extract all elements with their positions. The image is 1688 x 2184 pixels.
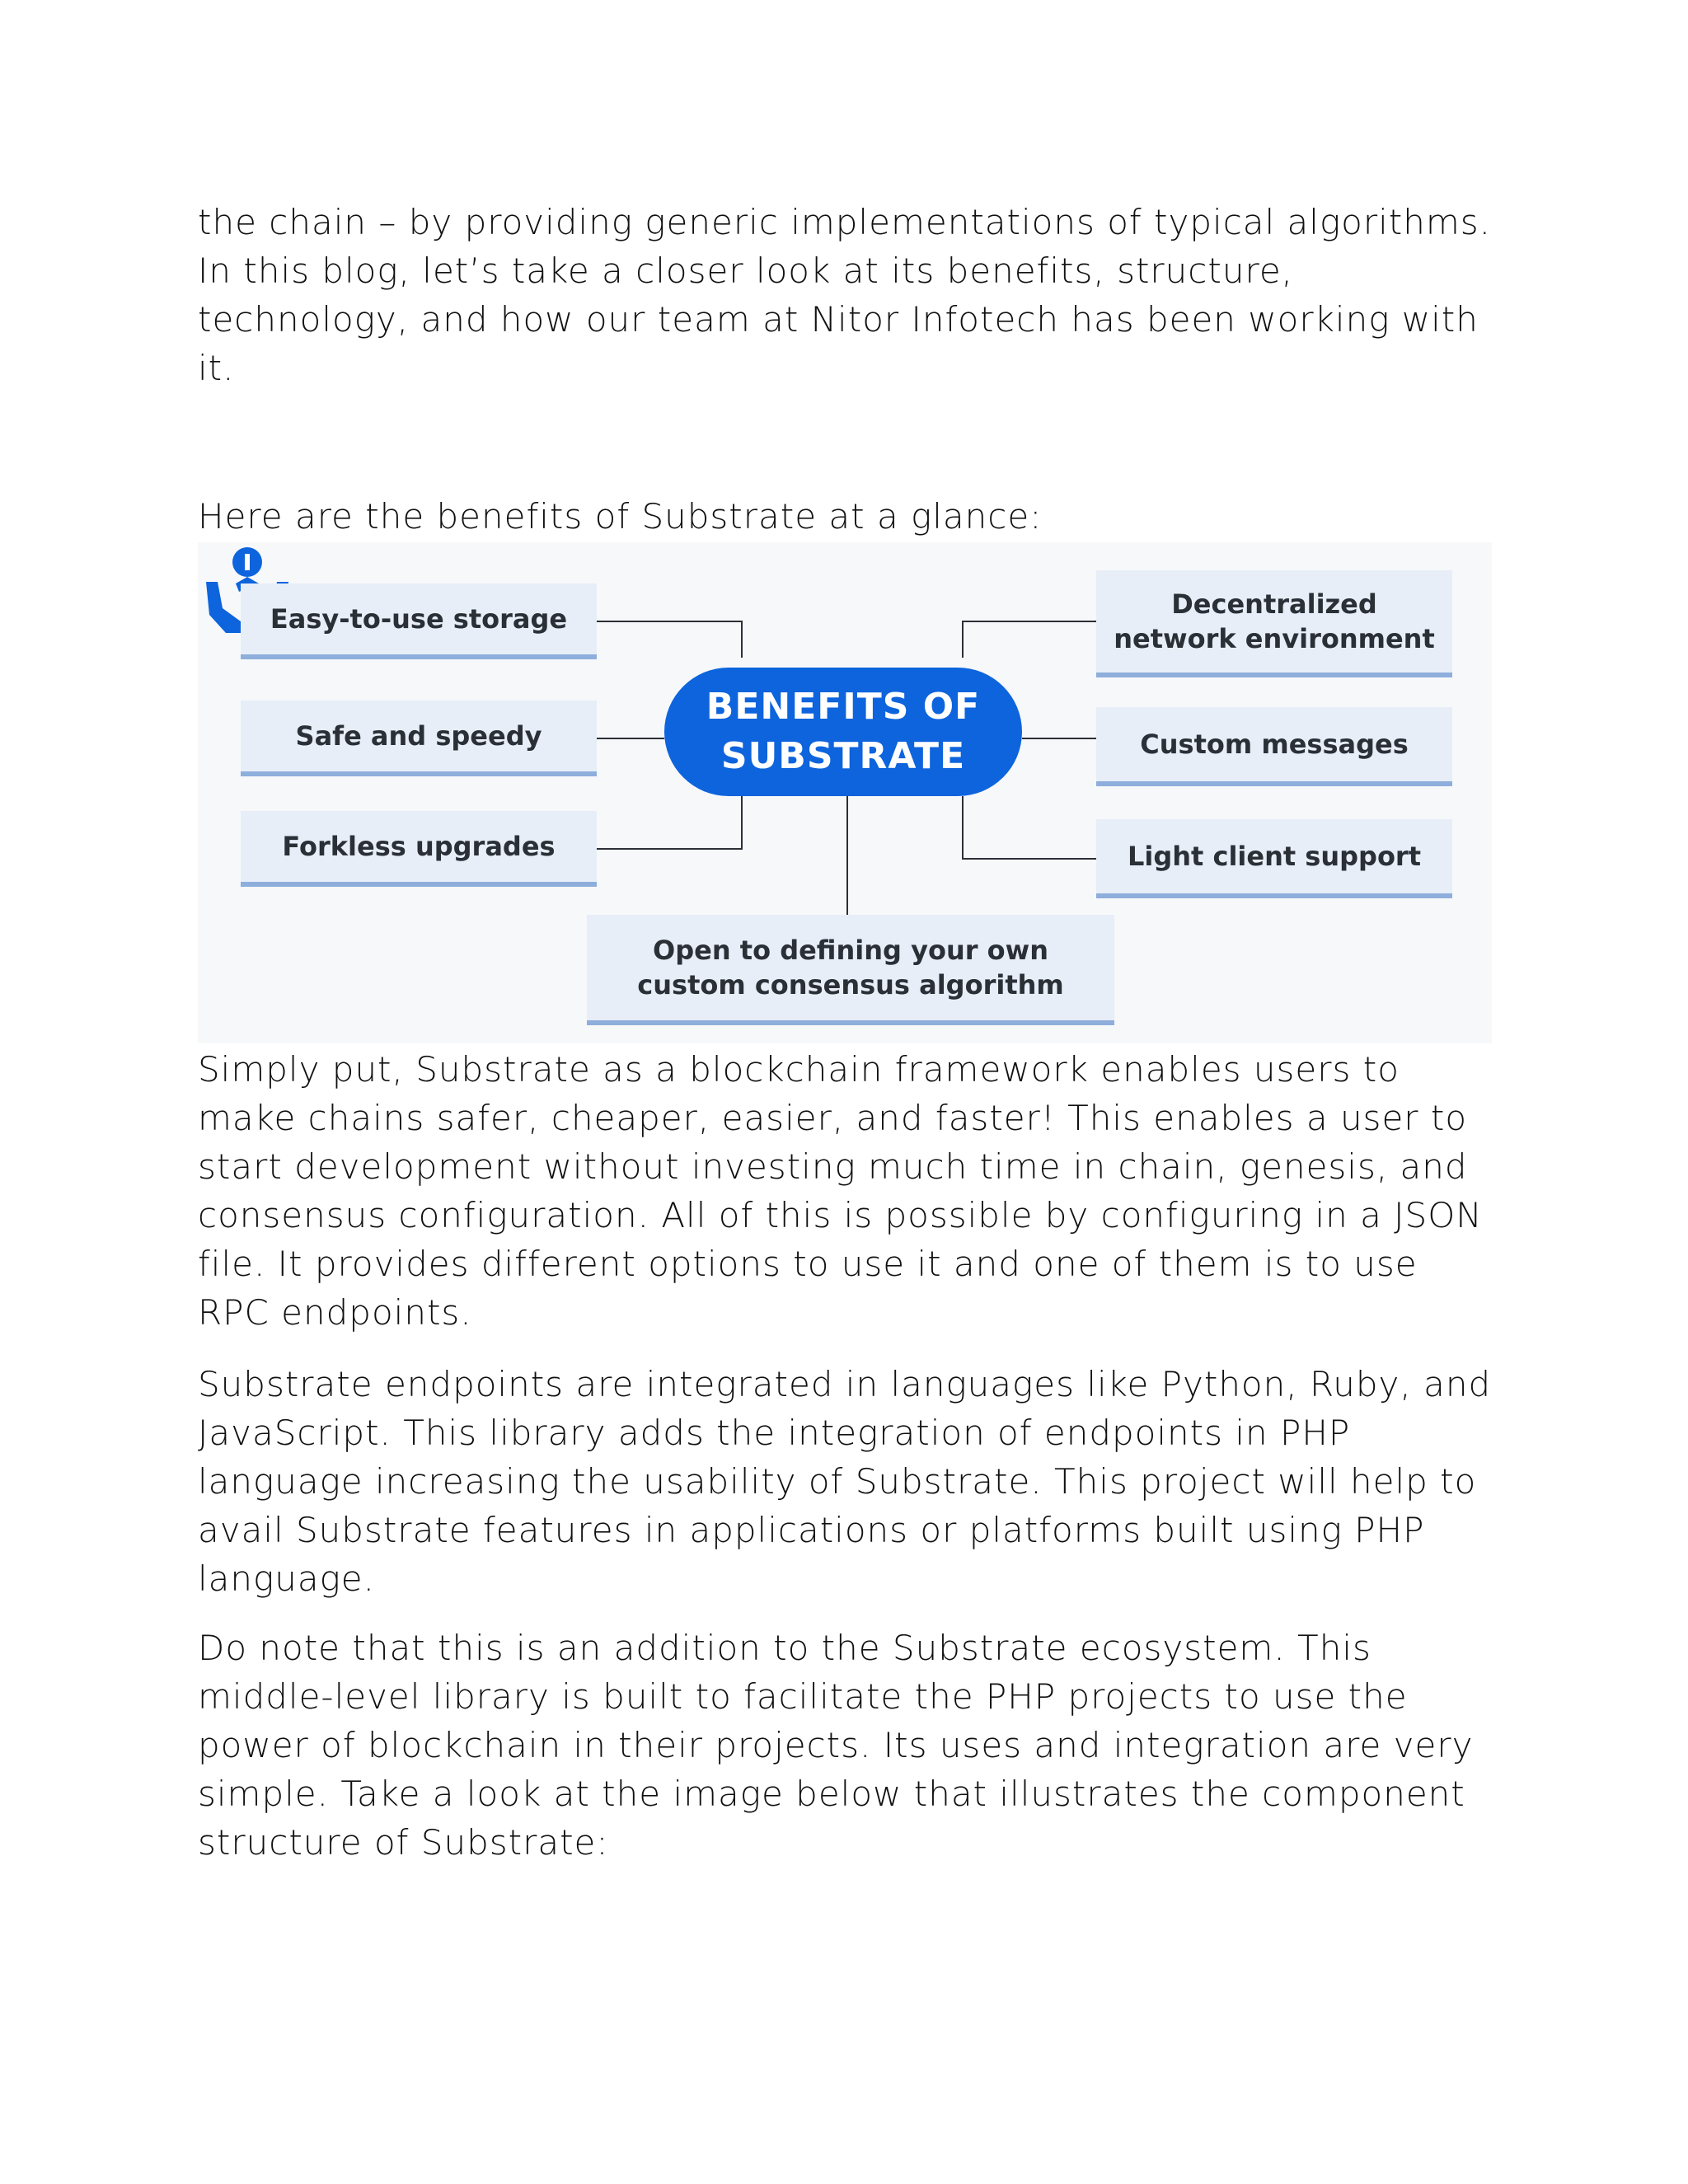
body-paragraph-1: Simply put, Substrate as a blockchain framework enables users to make chains safer, cheaper, easier, and faster! This enables a user to start development without investing much time in chain, genesis, and consensus configuration. All of this is possible by configuring in a JSON file. It provides different options to use it and one of them is to use RPC endpoints. (198, 1049, 1483, 1333)
benefit-easy-storage: Easy-to-use storage (241, 583, 597, 659)
benefits-center-pill (664, 668, 1022, 796)
connector-left3 (597, 796, 742, 849)
benefit-custom-messages: Custom messages (1096, 707, 1452, 786)
benefit-forkless-upgrades: Forkless upgrades (241, 811, 597, 887)
benefit-safe-speedy: Safe and speedy (241, 701, 597, 776)
center-title-line1: BENEFITS OF (706, 686, 981, 728)
body-paragraph-2: Substrate endpoints are integrated in languages like Python, Ruby, and JavaScript. This library adds the integration of endpoints in PHP language increasing the usability of Substrate. This project will help to avail Substrate features in applications or platforms built using PHP language. (198, 1364, 1492, 1599)
benefit-custom-consensus: Open to defining your own custom consensus algorithm (587, 915, 1114, 1025)
center-title-line2: SUBSTRATE (720, 735, 966, 777)
intro-paragraph: the chain – by providing generic implementations of typical algorithms. In this blog, let’s take a closer look at its benefits, structure, technology, and how our team at Nitor Infotech has been working with it. (198, 202, 1492, 388)
benefit-decentralized-network: Decentralized network environment (1096, 570, 1452, 677)
benefit-light-client: Light client support (1096, 819, 1452, 898)
connector-right3 (963, 796, 1096, 859)
connector-right1 (963, 621, 1096, 658)
connector-left1 (597, 621, 742, 658)
benefits-heading: Here are the benefits of Substrate at a glance: (198, 496, 1043, 537)
benefits-diagram (198, 542, 1492, 1043)
body-paragraph-3: Do note that this is an addition to the Substrate ecosystem. This middle-level library is built to facilitate the PHP projects to use the power of blockchain in their projects. Its uses and integration are very simple. Take a look at the image below that illustrates the component structure of Substrate: (198, 1628, 1474, 1863)
